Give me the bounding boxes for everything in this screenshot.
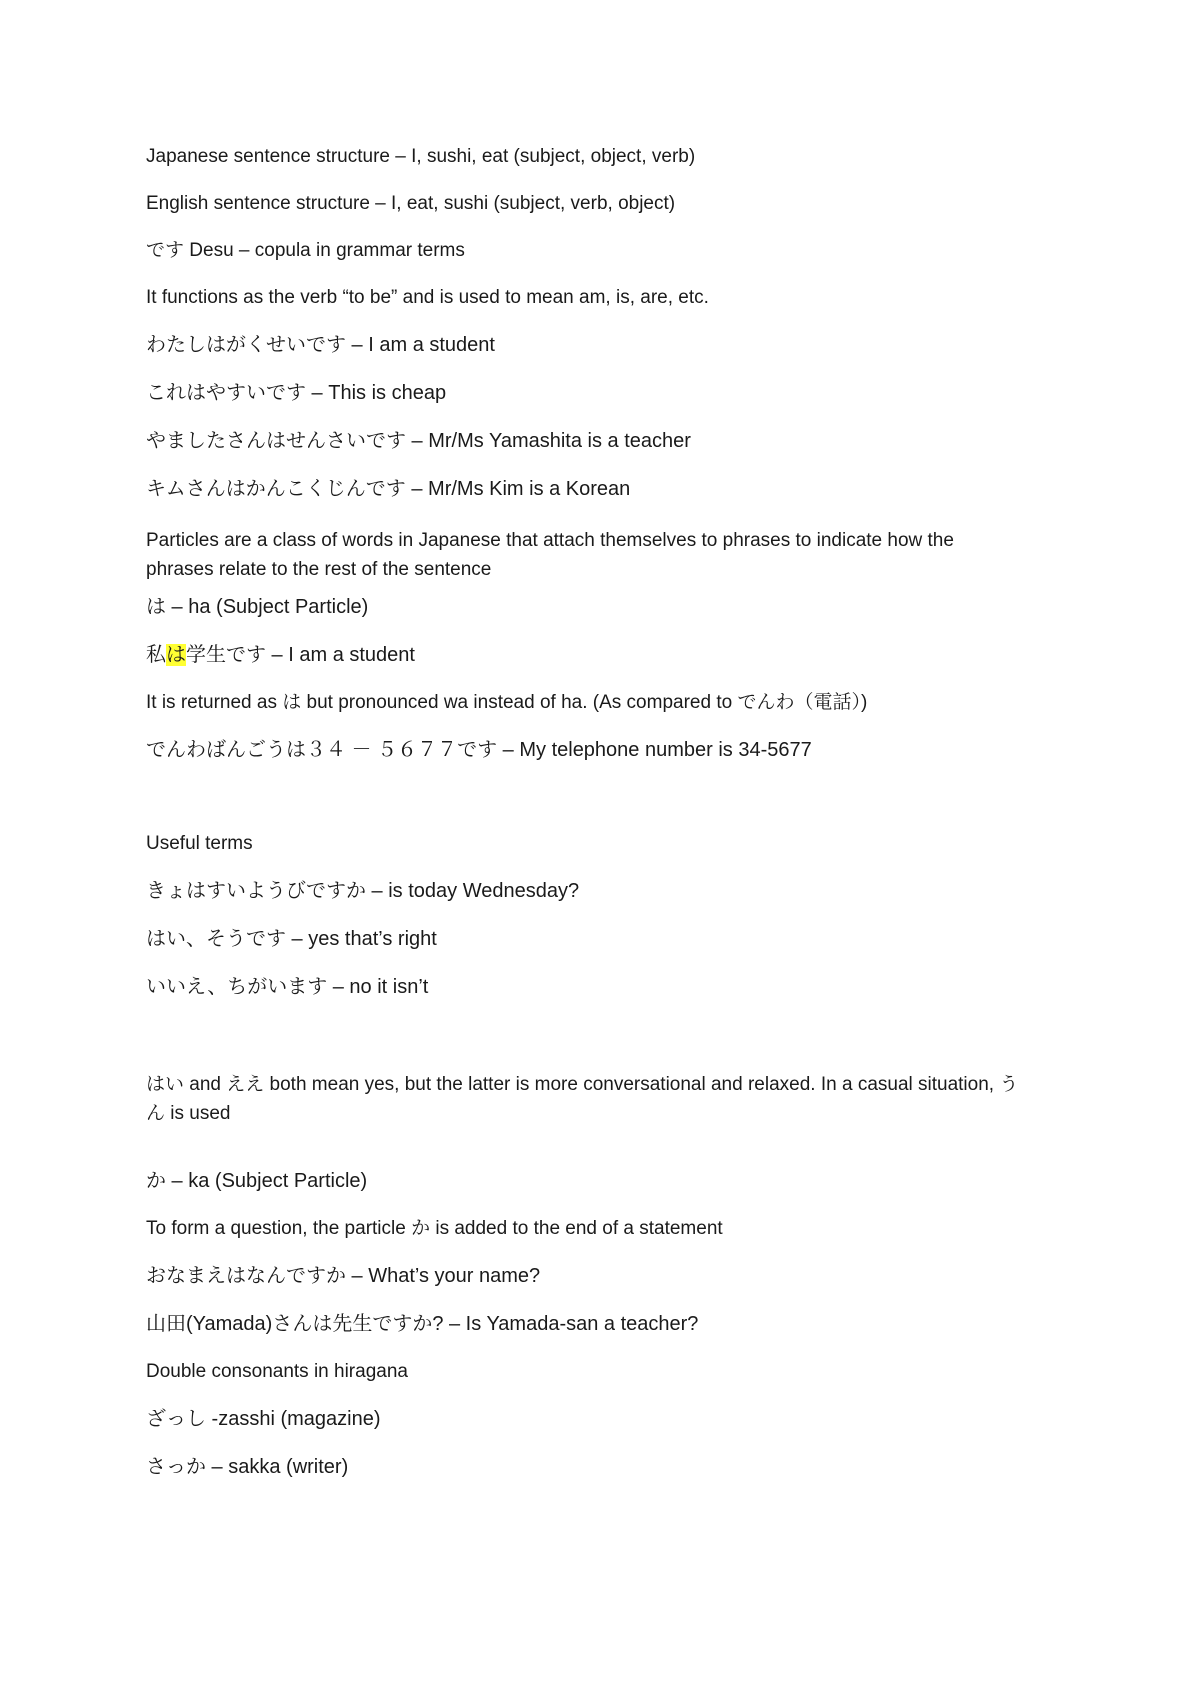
example-line: これはやすいです – This is cheap [146, 382, 447, 404]
text-paragraph: はい and ええ both mean yes, but the latter is more conversational and relaxed. In a casual situation, うん is used [146, 1074, 1019, 1124]
example-line: ざっし -zasshi (magazine) [146, 1408, 381, 1430]
spacer [146, 1140, 1026, 1170]
text-line: Double consonants in hiragana [146, 1361, 408, 1382]
example-line: いいえ、ちがいます – no it isn’t [146, 976, 429, 998]
text-span: 私 [146, 644, 166, 666]
text-line: It is returned as は but pronounced wa instead of ha. (As compared to でんわ（電話）) [146, 692, 868, 713]
text-paragraph: Particles are a class of words in Japanese that attach themselves to phrases to indicate how the phrases relate to the rest of the sentence [146, 530, 954, 580]
text-line: Japanese sentence structure – I, sushi, eat (subject, object, verb) [146, 146, 696, 167]
example-line: きょはすいようびですか – is today Wednesday? [146, 880, 580, 902]
example-line: やましたさんはせんさいです – Mr/Ms Yamashita is a teacher [146, 430, 691, 452]
text-line: To form a question, the particle か is added to the end of a statement [146, 1218, 723, 1239]
text-line: です Desu – copula in grammar terms [146, 240, 465, 261]
example-line: さっか – sakka (writer) [146, 1456, 349, 1478]
example-line: はい、そうです – yes that’s right [146, 928, 437, 950]
example-line: おなまえはなんですか – What’s your name? [146, 1265, 541, 1287]
spacer [146, 787, 1026, 833]
document-body [146, 146, 1026, 1504]
particle-heading: か – ka (Subject Particle) [146, 1170, 368, 1192]
section-heading: Useful terms [146, 833, 253, 854]
text-line: It functions as the verb “to be” and is used to mean am, is, are, etc. [146, 287, 709, 308]
example-line: わたしはがくせいです – I am a student [146, 334, 495, 356]
text-span: 学生です – I am a student [186, 644, 415, 666]
text-line: English sentence structure – I, eat, sushi (subject, verb, object) [146, 193, 676, 214]
example-line: キムさんはかんこくじんです – Mr/Ms Kim is a Korean [146, 478, 631, 500]
spacer [146, 1024, 1026, 1070]
highlighted-particle: は [166, 644, 186, 666]
example-line [146, 644, 1026, 692]
example-line: 山田(Yamada)さんは先生ですか? – Is Yamada-san a teacher? [146, 1313, 699, 1335]
example-line: でんわばんごうは３４ － ５６７７です – My telephone number is 34-5677 [146, 739, 812, 761]
particle-heading: は – ha (Subject Particle) [146, 596, 369, 618]
